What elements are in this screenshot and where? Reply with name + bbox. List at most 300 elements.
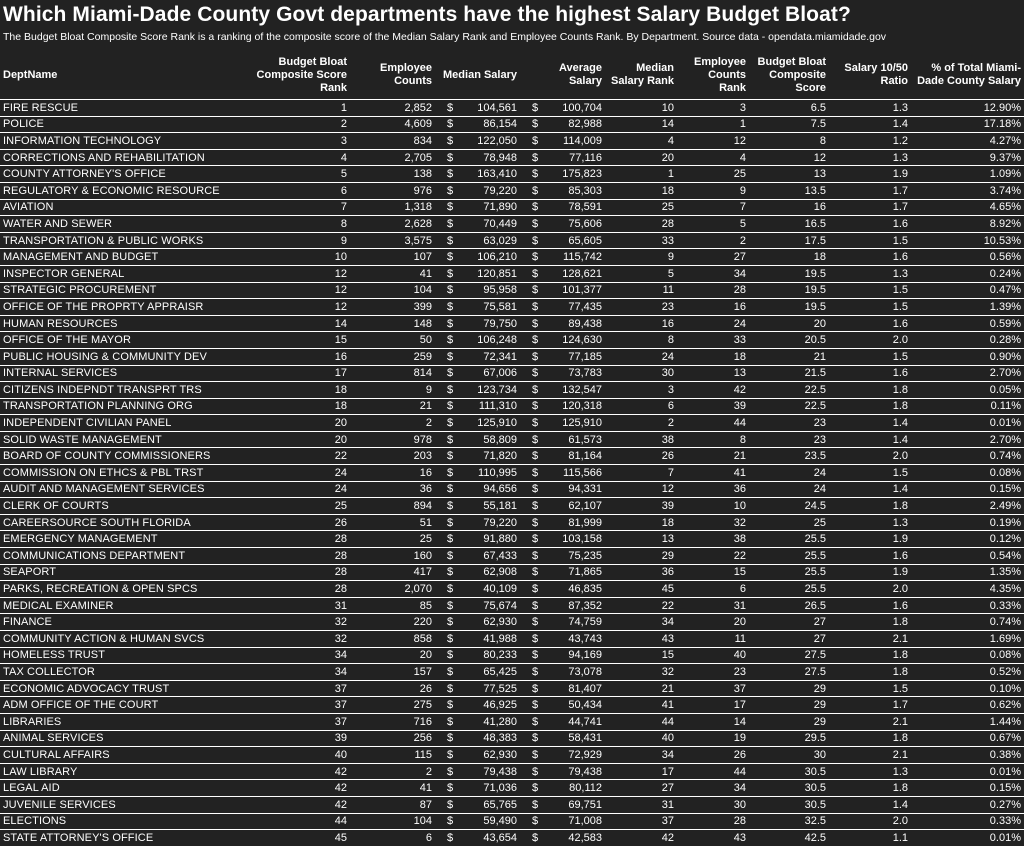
table-cell: 1.44% <box>911 713 1024 730</box>
table-cell: 32 <box>228 614 350 631</box>
table-cell: 1.2 <box>829 133 911 150</box>
currency-value <box>435 167 520 181</box>
currency-amount: 62,930 <box>483 748 517 761</box>
table-cell <box>520 730 605 747</box>
table-cell: 27 <box>749 631 829 648</box>
currency-symbol: $ <box>447 184 454 197</box>
table-cell: 31 <box>228 597 350 614</box>
table-cell <box>520 481 605 498</box>
page-title: Which Miami-Dade County Govt departments have the highest Salary Budget Bloat? <box>3 3 851 26</box>
table-cell: 24 <box>605 348 677 365</box>
dept-name-cell: COUNTY ATTORNEY'S OFFICE <box>0 166 228 183</box>
currency-symbol: $ <box>447 201 454 214</box>
currency-amount: 79,220 <box>483 184 517 197</box>
table-cell: 37 <box>228 680 350 697</box>
currency-value <box>520 184 605 198</box>
dept-name-cell: POLICE <box>0 116 228 133</box>
table-cell: 45 <box>605 581 677 598</box>
table-cell: 2 <box>350 763 435 780</box>
currency-symbol: $ <box>532 665 539 678</box>
table-cell <box>435 581 520 598</box>
currency-value <box>520 765 605 779</box>
table-cell: 1.8 <box>829 780 911 797</box>
table-cell <box>520 448 605 465</box>
column-header[interactable]: DeptName <box>3 68 58 81</box>
currency-amount: 120,318 <box>562 400 602 413</box>
currency-value <box>435 516 520 530</box>
table-cell: 36 <box>677 481 749 498</box>
currency-symbol: $ <box>532 450 539 463</box>
table-cell <box>435 796 520 813</box>
table-cell: 15 <box>677 564 749 581</box>
dept-name-cell: TAX COLLECTOR <box>0 664 228 681</box>
currency-amount: 77,435 <box>568 300 602 313</box>
column-header[interactable]: Employee Counts Rank <box>694 55 746 94</box>
currency-amount: 63,029 <box>483 234 517 247</box>
currency-value <box>520 549 605 563</box>
table-row <box>0 548 1024 565</box>
column-header[interactable]: Employee Counts <box>380 62 432 87</box>
currency-amount: 125,910 <box>477 417 517 430</box>
currency-symbol: $ <box>532 168 539 181</box>
currency-symbol: $ <box>447 699 454 712</box>
table-cell: 44 <box>677 415 749 432</box>
table-cell: 26 <box>228 514 350 531</box>
dept-name-cell: COMMUNITY ACTION & HUMAN SVCS <box>0 631 228 648</box>
table-cell <box>435 680 520 697</box>
column-header[interactable]: Budget Bloat Composite Score Rank <box>256 55 347 94</box>
table-cell <box>520 133 605 150</box>
table-cell <box>435 315 520 332</box>
currency-amount: 71,008 <box>568 815 602 828</box>
table-cell: 1.7 <box>829 182 911 199</box>
table-cell: 0.54% <box>911 548 1024 565</box>
currency-amount: 65,605 <box>568 234 602 247</box>
currency-value <box>435 117 520 131</box>
currency-value <box>435 466 520 480</box>
currency-amount: 106,210 <box>477 251 517 264</box>
table-cell: 44 <box>677 763 749 780</box>
currency-value <box>435 283 520 297</box>
table-cell: 25.5 <box>749 531 829 548</box>
table-cell: 37 <box>228 713 350 730</box>
currency-symbol: $ <box>447 583 454 596</box>
table-cell: 4.65% <box>911 199 1024 216</box>
currency-value <box>435 350 520 364</box>
table-cell <box>435 780 520 797</box>
table-cell: 18 <box>749 249 829 266</box>
table-cell: 0.33% <box>911 813 1024 830</box>
table-cell: 18 <box>677 348 749 365</box>
table-cell: 29.5 <box>749 730 829 747</box>
currency-value <box>435 267 520 281</box>
table-cell: 115 <box>350 747 435 764</box>
column-header[interactable]: Salary 10/50 Ratio <box>844 62 908 87</box>
table-cell: 0.38% <box>911 747 1024 764</box>
currency-value <box>520 200 605 214</box>
currency-symbol: $ <box>532 317 539 330</box>
table-cell: 13.5 <box>749 182 829 199</box>
table-row <box>0 813 1024 830</box>
currency-amount: 75,581 <box>483 300 517 313</box>
currency-symbol: $ <box>447 798 454 811</box>
currency-amount: 124,630 <box>562 334 602 347</box>
table-cell: 0.01% <box>911 415 1024 432</box>
table-cell <box>520 763 605 780</box>
table-cell: 40 <box>677 647 749 664</box>
dept-name-cell: COMMUNICATIONS DEPARTMENT <box>0 548 228 565</box>
table-cell: 10 <box>605 100 677 117</box>
table-cell: 1,318 <box>350 199 435 216</box>
currency-amount: 41,280 <box>483 715 517 728</box>
currency-value <box>435 317 520 331</box>
table-cell: 42 <box>228 796 350 813</box>
currency-symbol: $ <box>447 433 454 446</box>
table-cell: 5 <box>605 265 677 282</box>
table-cell <box>435 465 520 482</box>
table-cell <box>520 199 605 216</box>
table-cell <box>520 813 605 830</box>
table-cell: 25.5 <box>749 564 829 581</box>
table-cell: 17.18% <box>911 116 1024 133</box>
table-cell: 7 <box>228 199 350 216</box>
currency-value <box>435 200 520 214</box>
table-row <box>0 166 1024 183</box>
table-cell: 2.0 <box>829 448 911 465</box>
table-cell: 2 <box>228 116 350 133</box>
currency-amount: 87,352 <box>568 599 602 612</box>
currency-amount: 72,341 <box>483 350 517 363</box>
currency-symbol: $ <box>532 118 539 131</box>
column-header[interactable]: Median Salary Rank <box>611 62 674 87</box>
table-cell: 5 <box>228 166 350 183</box>
currency-amount: 62,908 <box>483 566 517 579</box>
table-row <box>0 199 1024 216</box>
currency-amount: 85,303 <box>568 184 602 197</box>
table-cell <box>435 763 520 780</box>
table-cell: 1.5 <box>829 465 911 482</box>
table-cell: 1.5 <box>829 680 911 697</box>
currency-amount: 42,583 <box>568 831 602 844</box>
table-row <box>0 796 1024 813</box>
table-cell: 28 <box>228 564 350 581</box>
table-cell: 25 <box>605 199 677 216</box>
table-cell: 834 <box>350 133 435 150</box>
dept-name-cell: LIBRARIES <box>0 713 228 730</box>
table-cell <box>435 100 520 117</box>
table-row <box>0 116 1024 133</box>
table-cell: 37 <box>677 680 749 697</box>
dept-name-cell: HOMELESS TRUST <box>0 647 228 664</box>
table-cell: 1.35% <box>911 564 1024 581</box>
table-body <box>0 100 1024 846</box>
table-cell: 16 <box>677 299 749 316</box>
currency-amount: 175,823 <box>562 168 602 181</box>
currency-amount: 46,835 <box>568 583 602 596</box>
table-row <box>0 780 1024 797</box>
currency-amount: 115,566 <box>563 466 602 479</box>
table-cell: 4.27% <box>911 133 1024 150</box>
currency-symbol: $ <box>447 317 454 330</box>
table-cell: 16 <box>350 465 435 482</box>
currency-amount: 81,164 <box>568 450 602 463</box>
currency-symbol: $ <box>532 334 539 347</box>
table-cell: 4 <box>677 149 749 166</box>
table-row <box>0 348 1024 365</box>
table-cell: 6 <box>350 830 435 846</box>
table-row <box>0 564 1024 581</box>
table-cell: 13 <box>677 365 749 382</box>
table-cell: 28 <box>605 216 677 233</box>
table-cell <box>520 713 605 730</box>
currency-value <box>435 698 520 712</box>
table-cell <box>435 166 520 183</box>
dept-name-cell: INFORMATION TECHNOLOGY <box>0 133 228 150</box>
table-cell <box>435 116 520 133</box>
table-row <box>0 581 1024 598</box>
currency-value <box>520 366 605 380</box>
currency-amount: 74,759 <box>568 616 602 629</box>
table-cell: 0.33% <box>911 597 1024 614</box>
table-cell: 17 <box>228 365 350 382</box>
column-header[interactable]: Median Salary <box>443 68 517 81</box>
table-cell: 2 <box>677 232 749 249</box>
table-cell: 0.74% <box>911 614 1024 631</box>
table-cell <box>435 216 520 233</box>
currency-value <box>435 665 520 679</box>
currency-symbol: $ <box>447 101 454 114</box>
table-cell: 1.3 <box>829 265 911 282</box>
table-cell: 20 <box>228 431 350 448</box>
currency-symbol: $ <box>447 566 454 579</box>
table-cell <box>520 680 605 697</box>
table-cell: 14 <box>605 116 677 133</box>
table-cell: 24 <box>677 315 749 332</box>
table-cell: 30.5 <box>749 763 829 780</box>
table-cell <box>435 664 520 681</box>
table-row <box>0 299 1024 316</box>
table-cell: 4 <box>605 133 677 150</box>
dept-name-cell: INTERNAL SERVICES <box>0 365 228 382</box>
table-cell: 3.74% <box>911 182 1024 199</box>
column-header[interactable]: Average Salary <box>558 62 602 87</box>
table-cell <box>520 614 605 631</box>
table-cell: 1.6 <box>829 365 911 382</box>
table-cell: 4 <box>228 149 350 166</box>
currency-amount: 94,656 <box>483 483 517 496</box>
currency-value <box>435 532 520 546</box>
table-cell: 2.0 <box>829 332 911 349</box>
table-cell: 3 <box>605 382 677 399</box>
currency-symbol: $ <box>447 549 454 562</box>
table-cell: 716 <box>350 713 435 730</box>
currency-symbol: $ <box>532 500 539 513</box>
table-cell: 3 <box>228 133 350 150</box>
table-cell: 28 <box>677 282 749 299</box>
table-cell <box>435 415 520 432</box>
table-cell: 1.4 <box>829 481 911 498</box>
currency-symbol: $ <box>532 798 539 811</box>
table-cell: 399 <box>350 299 435 316</box>
dept-name-cell: CORRECTIONS AND REHABILITATION <box>0 149 228 166</box>
table-cell <box>520 299 605 316</box>
table-cell: 6 <box>605 398 677 415</box>
currency-amount: 75,674 <box>483 599 517 612</box>
column-header[interactable]: % of Total Miami-Dade County Salary <box>917 62 1021 87</box>
table-cell: 0.15% <box>911 481 1024 498</box>
currency-amount: 94,331 <box>568 483 602 496</box>
column-header[interactable]: Budget Bloat Composite Score <box>757 55 826 94</box>
table-cell: 25 <box>350 531 435 548</box>
currency-symbol: $ <box>532 533 539 546</box>
currency-value <box>520 748 605 762</box>
table-cell: 0.62% <box>911 697 1024 714</box>
currency-symbol: $ <box>447 267 454 280</box>
table-cell: 28 <box>228 531 350 548</box>
table-cell: 22 <box>677 548 749 565</box>
table-cell <box>435 631 520 648</box>
currency-value <box>520 698 605 712</box>
currency-symbol: $ <box>447 284 454 297</box>
table-cell: 44 <box>228 813 350 830</box>
table-cell: 1.8 <box>829 614 911 631</box>
table-cell: 27 <box>749 614 829 631</box>
table-cell: 0.12% <box>911 531 1024 548</box>
table-row <box>0 531 1024 548</box>
dept-name-cell: CAREERSOURCE SOUTH FLORIDA <box>0 514 228 531</box>
currency-value <box>435 499 520 513</box>
table-cell: 894 <box>350 498 435 515</box>
table-cell <box>520 100 605 117</box>
table-cell: 2.0 <box>829 813 911 830</box>
table-row <box>0 398 1024 415</box>
table-cell: 1.3 <box>829 149 911 166</box>
dept-name-cell: CITIZENS INDEPNDT TRANSPRT TRS <box>0 382 228 399</box>
currency-amount: 110,995 <box>478 466 517 479</box>
table-cell: 32.5 <box>749 813 829 830</box>
currency-amount: 65,765 <box>483 798 517 811</box>
table-cell <box>435 398 520 415</box>
table-cell <box>435 182 520 199</box>
table-row <box>0 465 1024 482</box>
currency-amount: 70,449 <box>483 217 517 230</box>
currency-value <box>520 399 605 413</box>
dept-name-cell: SEAPORT <box>0 564 228 581</box>
dept-name-cell: PUBLIC HOUSING & COMMUNITY DEV <box>0 348 228 365</box>
dept-name-cell: INSPECTOR GENERAL <box>0 265 228 282</box>
table-row <box>0 647 1024 664</box>
currency-value <box>520 134 605 148</box>
currency-value <box>520 582 605 596</box>
table-cell: 148 <box>350 315 435 332</box>
currency-value <box>435 366 520 380</box>
table-cell <box>520 116 605 133</box>
table-cell: 17.5 <box>749 232 829 249</box>
currency-symbol: $ <box>447 732 454 745</box>
currency-symbol: $ <box>532 699 539 712</box>
currency-value <box>520 151 605 165</box>
currency-amount: 94,169 <box>568 649 602 662</box>
table-cell: 417 <box>350 564 435 581</box>
table-cell: 8 <box>749 133 829 150</box>
table-cell: 1.5 <box>829 282 911 299</box>
currency-value <box>435 383 520 397</box>
table-row <box>0 514 1024 531</box>
table-cell: 12 <box>228 282 350 299</box>
table-cell: 1.1 <box>829 830 911 846</box>
currency-symbol: $ <box>532 682 539 695</box>
table-cell: 21 <box>605 680 677 697</box>
table-cell: 9 <box>605 249 677 266</box>
table-cell <box>520 365 605 382</box>
currency-symbol: $ <box>532 466 539 479</box>
table-cell: 12 <box>228 265 350 282</box>
table-cell: 27 <box>677 249 749 266</box>
currency-amount: 58,809 <box>483 433 517 446</box>
table-cell: 24 <box>228 481 350 498</box>
table-cell: 38 <box>605 431 677 448</box>
currency-value <box>520 300 605 314</box>
currency-value <box>435 682 520 696</box>
currency-amount: 86,154 <box>483 118 517 131</box>
table-cell: 21 <box>749 348 829 365</box>
table-cell: 39 <box>228 730 350 747</box>
currency-value <box>435 648 520 662</box>
currency-value <box>520 499 605 513</box>
table-cell: 1.8 <box>829 498 911 515</box>
table-cell <box>435 498 520 515</box>
currency-amount: 125,910 <box>562 417 602 430</box>
currency-value <box>520 167 605 181</box>
table-cell: 6 <box>677 581 749 598</box>
currency-amount: 61,573 <box>568 433 602 446</box>
currency-amount: 95,958 <box>483 284 517 297</box>
currency-symbol: $ <box>532 267 539 280</box>
table-cell: 42 <box>228 780 350 797</box>
table-cell: 0.01% <box>911 763 1024 780</box>
table-row <box>0 431 1024 448</box>
table-cell: 1.8 <box>829 647 911 664</box>
table-cell: 42.5 <box>749 830 829 846</box>
currency-value <box>520 383 605 397</box>
table-cell: 10 <box>677 498 749 515</box>
table-cell: 814 <box>350 365 435 382</box>
currency-value <box>520 599 605 613</box>
table-cell: 34 <box>228 647 350 664</box>
table-cell: 29 <box>749 697 829 714</box>
currency-symbol: $ <box>447 168 454 181</box>
dept-name-cell: TRANSPORTATION PLANNING ORG <box>0 398 228 415</box>
table-cell <box>435 730 520 747</box>
table-cell: 2.1 <box>829 747 911 764</box>
table-cell: 1.39% <box>911 299 1024 316</box>
table-cell: 2.70% <box>911 431 1024 448</box>
dept-name-cell: CLERK OF COURTS <box>0 498 228 515</box>
table-cell: 38 <box>677 531 749 548</box>
currency-value <box>435 184 520 198</box>
table-cell <box>435 614 520 631</box>
table-row <box>0 763 1024 780</box>
table-cell: 5 <box>677 216 749 233</box>
table-cell <box>520 796 605 813</box>
currency-amount: 128,621 <box>562 267 602 280</box>
currency-symbol: $ <box>532 748 539 761</box>
currency-symbol: $ <box>532 549 539 562</box>
currency-value <box>520 250 605 264</box>
table-cell: 12 <box>749 149 829 166</box>
currency-value <box>435 781 520 795</box>
currency-symbol: $ <box>532 184 539 197</box>
